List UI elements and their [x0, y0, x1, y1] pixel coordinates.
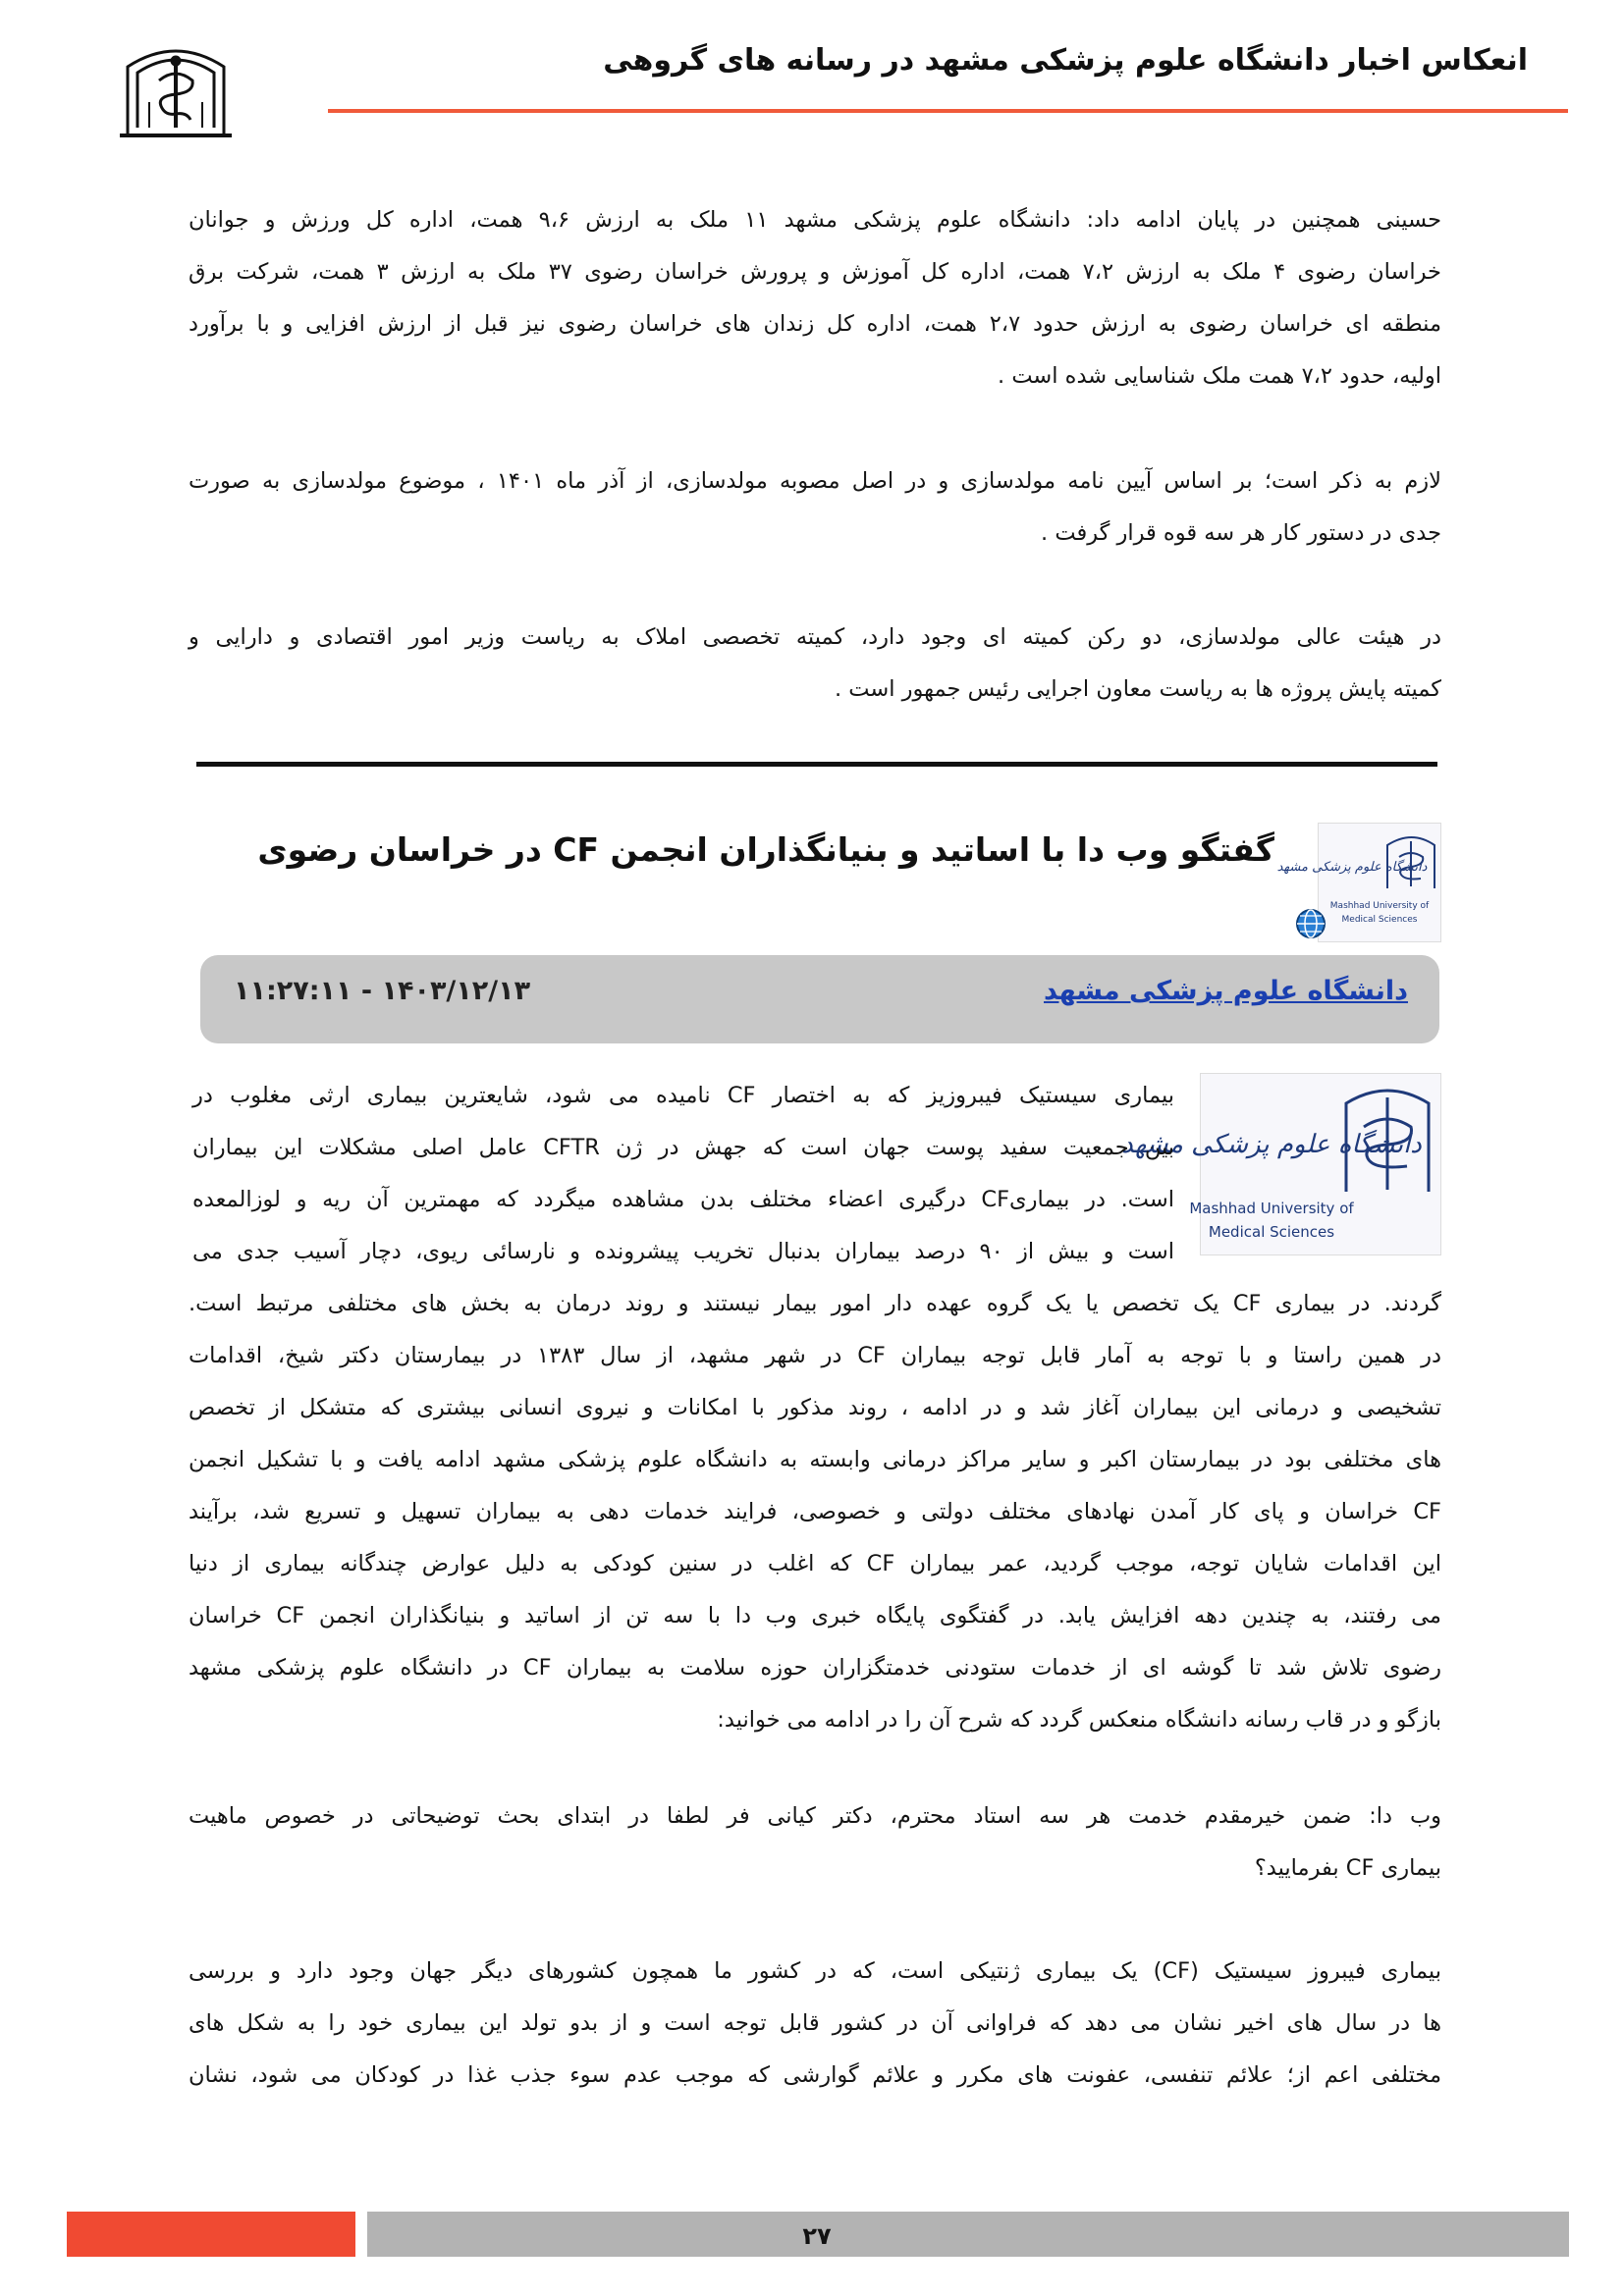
- text-line: جدی در دستور کار هر سه قوه قرار گرفت .: [1041, 520, 1441, 546]
- text-line: لازم به ذکر است؛ بر اساس آیین نامه مولدسازی و در اصل مصوبه مولدسازی، از آذر ماه ۱۴۰۱ ، موضوع مولدسازی به صورت: [189, 468, 1441, 494]
- text-line: کمیته پایش پروژه ها به ریاست معاون اجرایی رئیس جمهور است .: [835, 676, 1441, 702]
- text-line: در هیئت عالی مولدسازی، دو رکن کمیته ای وجود دارد، کمیته تخصصی املاک به ریاست وزیر امور اقتصادی و دارایی و: [189, 624, 1441, 650]
- text-line: اولیه، حدود ۷،۲ همت ملک شناسایی شده است .: [998, 363, 1441, 389]
- text-line: می رفتند، به چندین دهه افزایش یابد. در گفتگوی پایگاه خبری وب دا با سه تن از اساتید و بنیانگذاران انجمن CF خراسان: [189, 1603, 1441, 1629]
- section-separator: [196, 762, 1437, 767]
- publish-datetime: ۱۴۰۳/۱۲/۱۳ - ۱۱:۲۷:۱۱: [234, 976, 531, 1006]
- text-line: است. در بیماریCF درگیری اعضاء مختلف بدن مشاهده میگردد که مهمترین آن ریه و لوزالمعده: [192, 1187, 1174, 1212]
- image-en-1: Mashhad University of: [1189, 1200, 1354, 1217]
- text-line: مختلفی اعم از؛ علائم تنفسی، عفونت های مکرر و علائم گوارشی که موجب عدم سوء جذب غذا در کودکان می شود، نشان: [189, 2062, 1441, 2088]
- globe-icon[interactable]: [1294, 907, 1327, 940]
- text-line: حسینی همچنین در پایان ادامه داد: دانشگاه علوم پزشکی مشهد ۱۱ ملک به ارزش ۹،۶ همت، اداره کل ورزش و جوانان: [189, 207, 1441, 233]
- text-line: است و بیش از ۹۰ درصد بیماران بدنبال تخریب پیشرونده و نارسائی ریوی، دچار آسیب جدی می: [192, 1239, 1174, 1264]
- article-title: گفتگو وب دا با اساتید و بنیانگذاران انجمن CF در خراسان رضوی: [257, 830, 1274, 869]
- intro-paragraph-3: [189, 612, 1441, 716]
- university-logo-thumbnail-icon: [1276, 824, 1440, 941]
- footer-gray-bar: [367, 2212, 1569, 2257]
- intro-paragraph-2: [189, 455, 1441, 560]
- text-line: در همین راستا و با توجه به آمار قابل توجه بیماران CF در شهر مشهد، از سال ۱۳۸۳ در بیمارستان دکتر شیخ، اقدامات: [189, 1343, 1442, 1368]
- text-line: های مختلفی بود در بیمارستان اکبر و سایر مراکز درمانی وابسته به دانشگاه علوم پزشکی مشهد ادامه یافت و با تشکیل انجمن: [189, 1447, 1441, 1472]
- page-number: ۲۷: [802, 2222, 832, 2250]
- header-divider: [328, 109, 1568, 113]
- text-line: خراسان رضوی ۴ ملک به ارزش ۷،۲ همت، اداره کل آموزش و پرورش خراسان رضوی ۳۷ ملک به ارزش ۳ همت، شرکت برق: [189, 259, 1441, 285]
- article-body: [189, 1278, 1441, 1746]
- text-line: این اقدامات شایان توجه، موجب گردید، عمر بیماران CF که اغلب در سنین کودکی به دلیل عوارض چندگانه بیماری از دنیا: [189, 1551, 1441, 1576]
- source-link[interactable]: دانشگاه علوم پزشکی مشهد: [1044, 976, 1408, 1006]
- university-logo: [116, 37, 236, 167]
- text-line: بیماری فیبروز سیستیک (CF) یک بیماری ژنتیکی است، که در کشور ما همچون کشورهای دیگر جهان وجود دارد و بررسی: [189, 1958, 1441, 1984]
- text-line: بیماری سیستیک فیبروزیز که به اختصار CF نامیده می شود، شایعترین بیماری ارثی مغلوب در: [192, 1083, 1174, 1108]
- article-image: [1121, 1073, 1441, 1255]
- text-line: بیماری CF بفرمایید؟: [1254, 1855, 1441, 1881]
- article-thumbnail: [1276, 823, 1441, 942]
- intro-paragraph-1: [189, 194, 1441, 402]
- text-line: منطقه ای خراسان رضوی به ارزش حدود ۲،۷ همت، اداره کل زندان های خراسان رضوی نیز قبل از ارزش افزایی و با برآورد: [189, 311, 1441, 337]
- image-en-2: Medical Sciences: [1208, 1223, 1335, 1241]
- text-line: تشخیصی و درمانی این بیماران آغاز شد و در ادامه ، روند مذکور با امکانات و نیروی انسانی بیشتری که متشکل از تخصص: [189, 1395, 1441, 1420]
- footer-red-bar: [67, 2212, 355, 2257]
- text-line: ها در سال های اخیر نشان می دهد که فراوانی آن در کشور قابل توجه است و از بدو تولد این بیماری خود را به شکل های: [189, 2010, 1441, 2036]
- text-line: CF خراسان و پای کار آمدن نهادهای مختلف دولتی و خصوصی، فرایند خدمات دهی به بیماران تسهیل و تسریع شد، برآیند: [189, 1499, 1441, 1524]
- text-line: گردند. در بیماری CF یک تخصص یا یک گروه عهده دار امور بیمار نیستند و روند درمان به بخش های مختلفی مرتبط است.: [189, 1291, 1441, 1316]
- text-line: رضوی تلاش شد تا گوشه ای از خدمات ستودنی خدمتگزاران حوزه سلامت به بیماران CF در دانشگاه علوم پزشکی مشهد: [189, 1655, 1442, 1681]
- article-lead-wrapped: [192, 1070, 1174, 1278]
- text-line: بین جمعیت سفید پوست جهان است که جهش در ژن CFTR عامل اصلی مشکلات این بیماران: [192, 1135, 1174, 1160]
- university-logo-image-icon: [1121, 1074, 1440, 1255]
- text-line: بازگو و در قاب رسانه دانشگاه منعکس گردد که شرح آن را در ادامه می خوانید:: [717, 1707, 1441, 1733]
- text-line: وب دا: ضمن خیرمقدم خدمت هر سه استاد محترم، دکتر کیانی فر لطفا در ابتدای بحث توضیحاتی در خصوص ماهیت: [189, 1803, 1441, 1829]
- image-caption: دانشگاه علوم پزشکی مشهد: [1121, 1130, 1422, 1159]
- thumb-en-2: Medical Sciences: [1341, 915, 1418, 925]
- page-header-title: انعکاس اخبار دانشگاه علوم پزشکی مشهد در رسانه های گروهی: [603, 43, 1528, 78]
- interview-question: [189, 1790, 1441, 1895]
- thumb-caption: دانشگاه علوم پزشکی مشهد: [1276, 860, 1428, 875]
- thumb-en-1: Mashhad University of: [1329, 901, 1430, 911]
- interview-answer: [189, 1946, 1441, 2102]
